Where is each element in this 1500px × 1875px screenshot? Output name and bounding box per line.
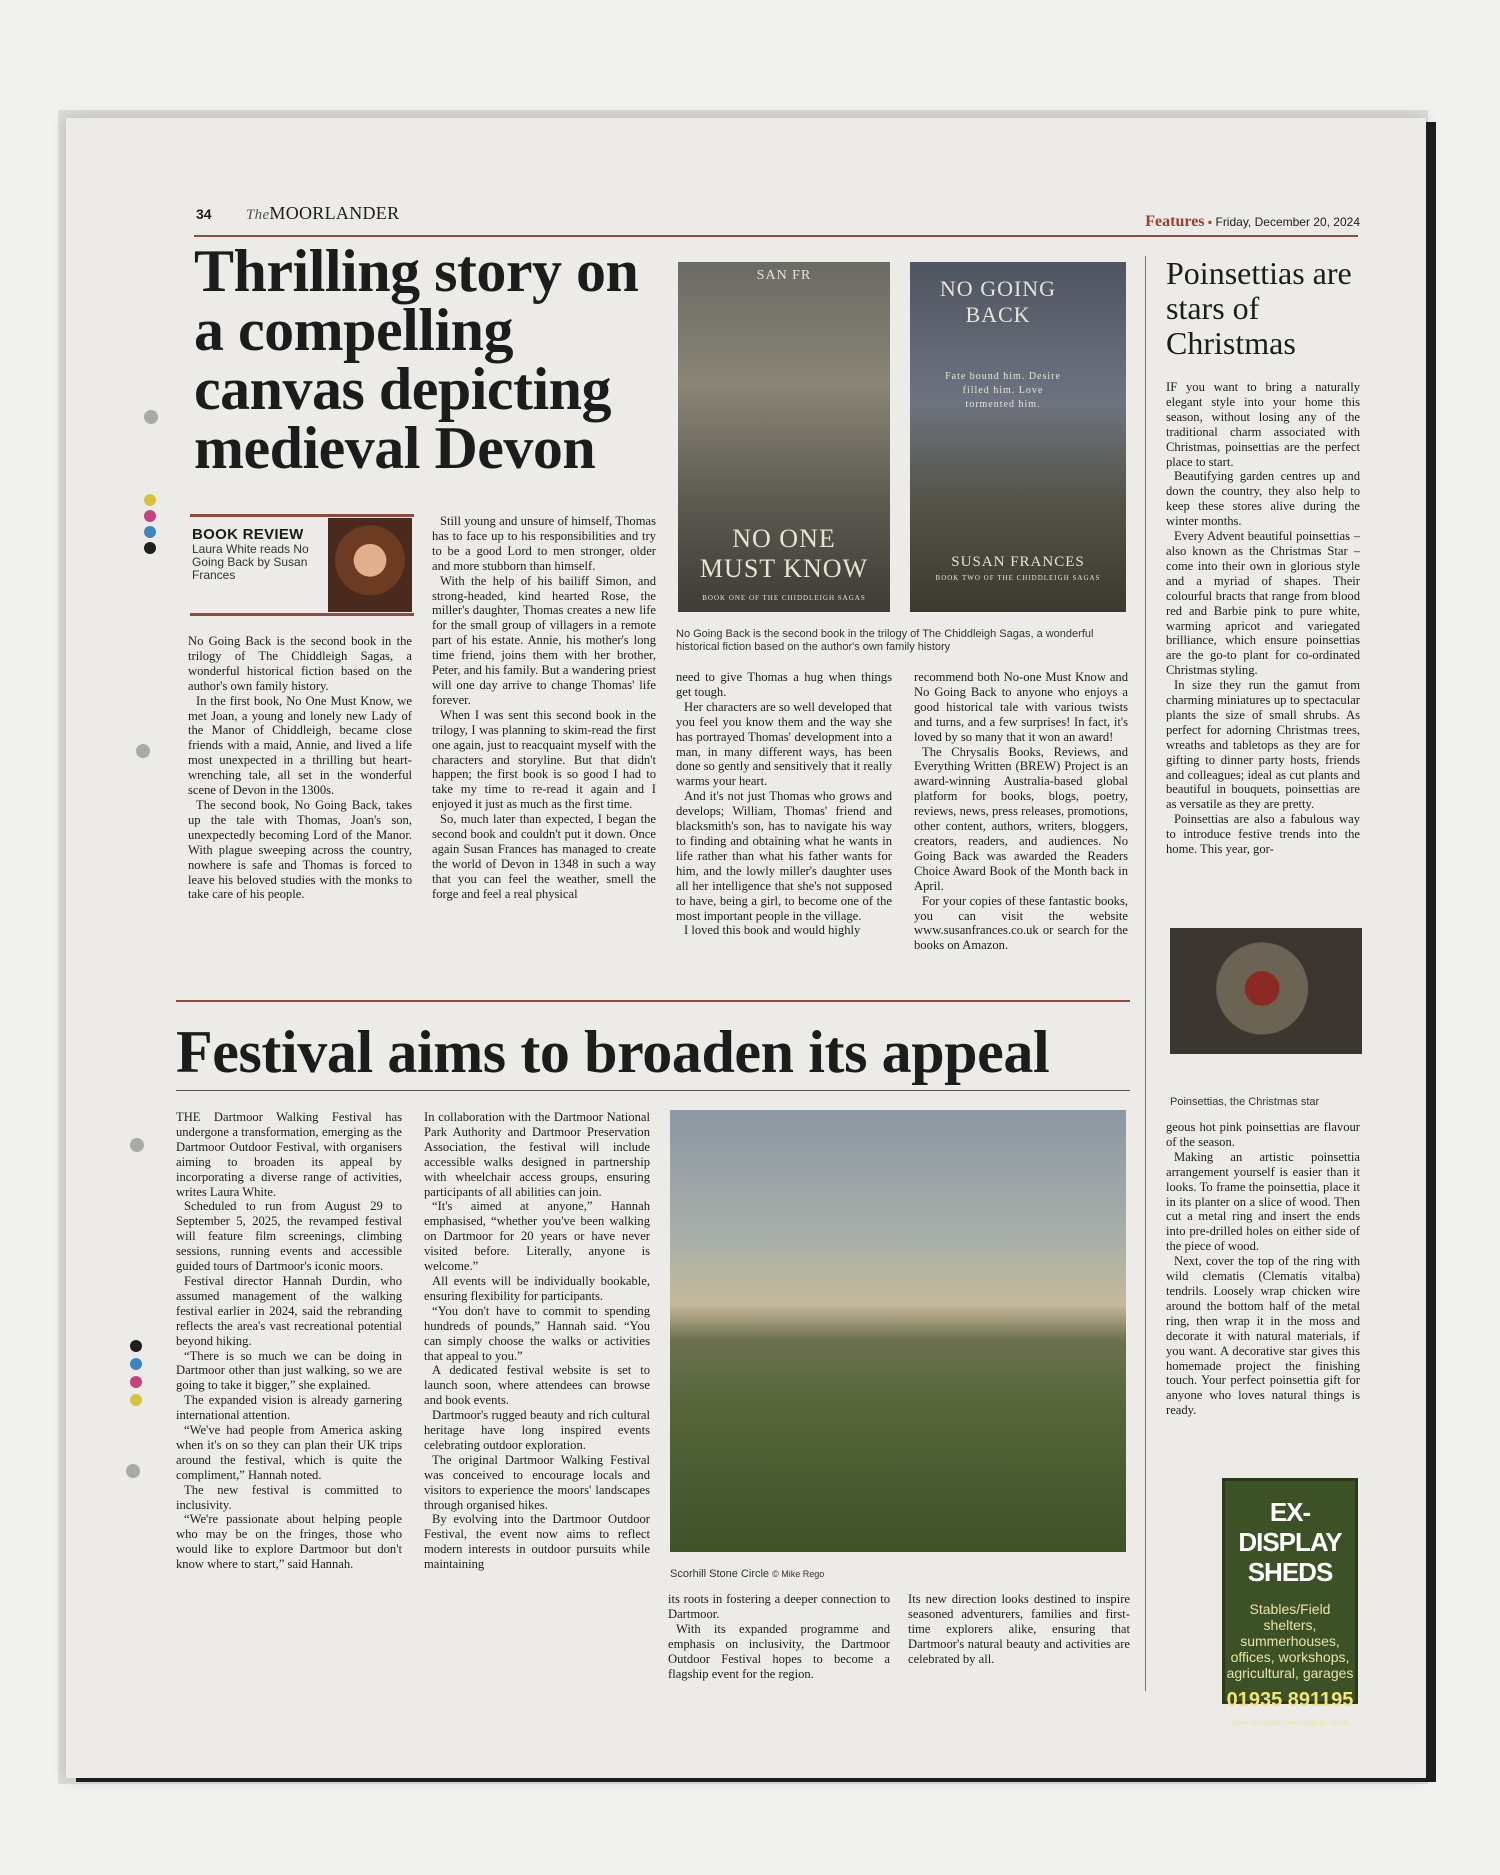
sheds-advert [1222,1478,1358,1727]
paragraph: recommend both No-one Must Know and No Going Back to anyone who enjoys a good historical tale with various twists and turns, and a few surprises! In fact, it's loved by so many that it won an award! [914,670,1128,744]
photo-credit: © Mike Rego [772,1569,825,1579]
punch-hole [126,1464,140,1478]
festival-headline: Festival aims to broaden its appeal [176,1019,1050,1085]
advert-title: EX-DISPLAY SHEDS [1238,1497,1342,1587]
paragraph: With its expanded programme and emphasis on inclusivity, the Dartmoor Outdoor Festival hopes to become a flagship event for the region. [668,1621,890,1681]
paragraph: THE Dartmoor Walking Festival has undergone a transformation, emerging as the Dartmoor Outdoor Festival, with organisers aiming to broaden its appeal by incorporating a diverse range of activities, writes Laura White. [176,1110,402,1199]
book-review-column-1 [188,634,412,986]
punch-hole [144,410,158,424]
paragraph: And it's not just Thomas who grows and develops; William, Thomas' friend and blacksmith's son, has to navigate his way to finding and obtaining what he wants in life rather than what his father wants for him, and the lowly miller's daughter uses all her intelligence that she's not supposed to have, being a girl, to become one of the most important people in the village. [676,789,892,923]
registration-magenta-dot [130,1376,142,1388]
paragraph: Beautifying garden centres up and down the country, they also help to keep these stores alive during the winter months. [1166,469,1360,529]
poinsettia-photo-caption: Poinsettias, the Christmas star [1170,1096,1320,1108]
festival-top-rule [176,1000,1130,1002]
registration-yellow-dot [144,494,156,506]
paragraph: The new festival is committed to inclusivity. [176,1482,402,1512]
reviewer-avatar [328,518,412,612]
book-cover-no-going-back [910,262,1126,612]
paragraph: Making an artistic poinsettia arrangement yourself is easier than it looks. To frame the poinsettia, place it in its planter on a slice of wood. Then cut a metal ring and insert the ends into pre-drilled holes on either side of the piece of wood. [1166,1149,1360,1254]
cover2-subtitle: BOOK TWO OF THE CHIDDLEIGH SAGAS [935,574,1101,582]
masthead-rule [194,235,1358,237]
column-divider [1145,256,1146,1691]
book-review-column-4 [914,670,1128,986]
paragraph: In size they run the gamut from charming miniatures up to spectacular plants the size of small shrubs. As perfect for adorning Christmas trees, wreaths and tabletops as they are for gifting to dinner party hosts, friends and colleagues; ideal as cut plants and beautiful in bouquets, poinsettias are as versatile as they are pretty. [1166,678,1360,812]
paragraph: No Going Back is the second book in the trilogy of The Chiddleigh Sagas, a wonderful historical fiction based on the author's own family history. [188,634,412,693]
section-date: Features ▪ Friday, December 20, 2024 [1145,213,1360,230]
cover2-title: NO GOING BACK [939,276,1057,327]
advert-phone: 01935 891195 [1226,1689,1354,1711]
scorhill-stone-circle-photo [670,1110,1126,1552]
book-review-headline: Thrilling story on a compelling canvas depicting medieval Devon [194,238,639,481]
festival-column-2 [424,1110,650,1710]
paragraph: The original Dartmoor Walking Festival was conceived to encourage locals and visitors to experience the moors' landscapes through organised hikes. [424,1452,650,1512]
book-cover-no-one-must-know [678,262,890,612]
festival-headline-rule [176,1090,1130,1091]
advert-body: Stables/Field shelters, summerhouses, offices, workshops, agricultural, garages [1226,1601,1354,1681]
paragraph: Festival director Hannah Durdin, who assumed management of the walking festival earlier in 2024, said the rebranding reflects the area's vast recreational potential beyond hiking. [176,1273,402,1348]
paragraph: need to give Thomas a hug when things get tough. [676,670,892,699]
advert-url: www.centraltimberbuildings.co.uk [1230,1718,1350,1727]
cover1-title: NO ONE MUST KNOW [699,524,869,583]
section-label: Features [1145,213,1205,230]
paragraph: A dedicated festival website is set to launch soon, where attendees can browse and book events. [424,1363,650,1408]
paragraph: The expanded vision is already garnering international attention. [176,1393,402,1423]
paragraph: “We're passionate about helping people who may be on the fringes, those who would like to explore Dartmoor but don't know where to start,” said Hannah. [176,1512,402,1572]
registration-black-dot [144,542,156,554]
paragraph: I loved this book and would highly [684,923,861,938]
cover2-blurb: Fate bound him. Desire filled him. Love tormented him. [945,371,1061,410]
poinsettias-column-top [1166,380,1360,912]
paragraph: IF you want to bring a naturally elegant style into your home this season, without losing any of the traditional charm associated with Christmas, poinsettias are the perfect place to start. [1166,380,1360,469]
paragraph: “There is so much we can be doing in Dartmoor other than just walking, so we are going to take it bigger,” she explained. [176,1348,402,1393]
paragraph: Poinsettias are also a fabulous way to introduce festive trends into the home. This year, gor- [1166,812,1360,857]
paragraph: In collaboration with the Dartmoor National Park Authority and Dartmoor Preservation Association, the festival will include accessible walks designed in partnership with wheelchair access groups, ensuring participants of all abilities can join. [424,1110,650,1199]
paragraph: The Chrysalis Books, Reviews, and Everything Written (BREW) Project is an award-winning Australia-based global platform for books, blogs, poetry, reviews, news, press releases, promotions, other content, authors, writers, bloggers, creators, readers, and audiences. No Going Back was awarded the Readers Choice Award Book of the Month back in April. [914,744,1128,893]
paragraph: With the help of his bailiff Simon, and strong-headed, kind hearted Rose, the miller's daughter, Thomas creates a new life for the small group of villagers in a remote part of his estate. Annie, his mother's long time friend, joins them with her brother, Peter, and his family. But a wandering priest will one day arrive to change Thomas' life forever. [432,573,656,707]
poinsettias-column-bottom [1166,1120,1360,1466]
registration-cyan-dot [144,526,156,538]
festival-column-4 [908,1592,1130,1712]
paragraph: “You don't have to commit to spending hundreds of pounds,” Hannah said. “You can simply choose the walks or activities that appeal to you.” [424,1303,650,1363]
photo-caption-text: Scorhill Stone Circle [670,1568,770,1580]
issue-date: Friday, December 20, 2024 [1215,215,1360,229]
paragraph: its roots in fostering a deeper connection to Dartmoor. [668,1592,890,1621]
cover2-author: SUSAN FRANCES [951,554,1085,570]
paper-name-main: MOORLANDER [269,203,400,223]
book-review-column-3 [676,670,892,986]
book-review-column-2 [432,514,656,986]
paragraph: Dartmoor's rugged beauty and rich cultural heritage have long inspired events celebrating outdoor exploration. [424,1408,650,1452]
paragraph: The second book, No Going Back, takes up the tale with Thomas, Joan's son, unexpectedly becoming Lord of the Manor. With plague sweeping across the country, nowhere is safe and Thomas is forced to leave his beloved studies with the monks to take care of his people. [188,797,412,902]
paragraph: “We've had people from America asking when it's on so they can plan their UK trips around the festival, which is quite the compliment,” Hannah noted. [176,1423,402,1482]
paragraph: When I was sent this second book in the trilogy, I was planning to skim-read the first one again, just to reacquaint myself with the characters and storyline. But that didn't happen; the first book is so good I had to take my time to re-read it again and I enjoyed it just as much as the first time. [432,707,656,812]
punch-hole [130,1138,144,1152]
cover1-top: SAN FR [756,268,812,283]
registration-magenta-dot [144,510,156,522]
paragraph: By evolving into the Dartmoor Outdoor Festival, the event now aims to reflect modern interests in outdoor pursuits while maintaining [424,1512,650,1572]
festival-column-1 [176,1110,402,1710]
registration-cyan-dot [130,1358,142,1370]
paragraph: Scheduled to run from August 29 to September 5, 2025, the revamped festival will feature film screenings, climbing sessions, running events and accessible guided tours of Dartmoor's iconic moors. [176,1199,402,1274]
paper-name [246,203,399,224]
registration-black-dot [130,1340,142,1352]
punch-hole [136,744,150,758]
page-number: 34 [196,206,212,222]
paper-name-the: The [246,207,270,223]
review-byline: Laura White reads No Going Back by Susan Frances [192,542,309,582]
review-label: BOOK REVIEW [192,526,304,543]
stone-photo-caption [670,1568,970,1581]
poinsettias-headline: Poinsettias are stars of Christmas [1166,255,1352,361]
paragraph: All events will be individually bookable, ensuring flexibility for participants. [424,1273,650,1303]
cover1-subtitle: BOOK ONE OF THE CHIDDLEIGH SAGAS [702,594,866,602]
poinsettia-photo [1170,928,1362,1054]
book-covers-caption: No Going Back is the second book in the trilogy of The Chiddleigh Sagas, a wonderful historical fiction based on the author's own family history [676,628,1094,653]
paragraph: Next, cover the top of the ring with wild clematis (Clematis vitalba) tendrils. Loosely wrap chicken wire around the bottom half of the metal ring, then wrap it in the moss and decorate it with natural materials, if you want. A decorative star gives this homemade project the finishing touch. Your perfect poinsettia gift for anyone who loves natural things is ready. [1166,1254,1360,1418]
festival-column-3 [668,1592,890,1712]
paragraph: geous hot pink poinsettias are flavour of the season. [1166,1120,1360,1149]
paragraph: Her characters are so well developed that you feel you know them and the way she has portrayed Thomas' development into a man, in many different ways, has been done so gently and sensitively that it really warms your heart. [676,699,892,789]
registration-yellow-dot [130,1394,142,1406]
paragraph: Its new direction looks destined to inspire seasoned adventurers, families and first-time explorers alike, ensuring that Dartmoor's natural beauty and activities are celebrated by all. [908,1592,1130,1666]
paragraph: Still young and unsure of himself, Thomas has to face up to his responsibilities and try to be a good Lord to men stronger, older and more stubborn than himself. [432,514,656,573]
paragraph: “It's aimed at anyone,” Hannah emphasised, “whether you've been walking on Dartmoor for 20 years or have never visited before. Literally, anyone is welcome.” [424,1199,650,1274]
paragraph: In the first book, No One Must Know, we met Joan, a young and lonely new Lady of the Manor of Chiddleigh, became close friends with a maid, Annie, and lived a life most unexpected in a thrilling but heart-wrenching tale, all set in the wonderful scene of Devon in the 1300s. [188,693,412,798]
paragraph: Every Advent beautiful poinsettias – also known as the Christmas Star – come into their own in glorious style and a myriad of shapes. Their colourful bracts that range from blood red and Barbie pink to pure white, warming apricot and variegated brilliance, which ensure poinsettias are the go-to plant for co-ordinated Christmas styling. [1166,529,1360,678]
paragraph: For your copies of these fantastic books, you can visit the website www.susanfrances.co.uk or search for the books on Amazon. [914,893,1128,953]
paragraph: So, much later than expected, I began the second book and couldn't put it down. Once again Susan Frances has managed to create the world of Devon in 1348 in such a way that you can feel the weather, smell the forge and feel a real physical [432,812,656,901]
